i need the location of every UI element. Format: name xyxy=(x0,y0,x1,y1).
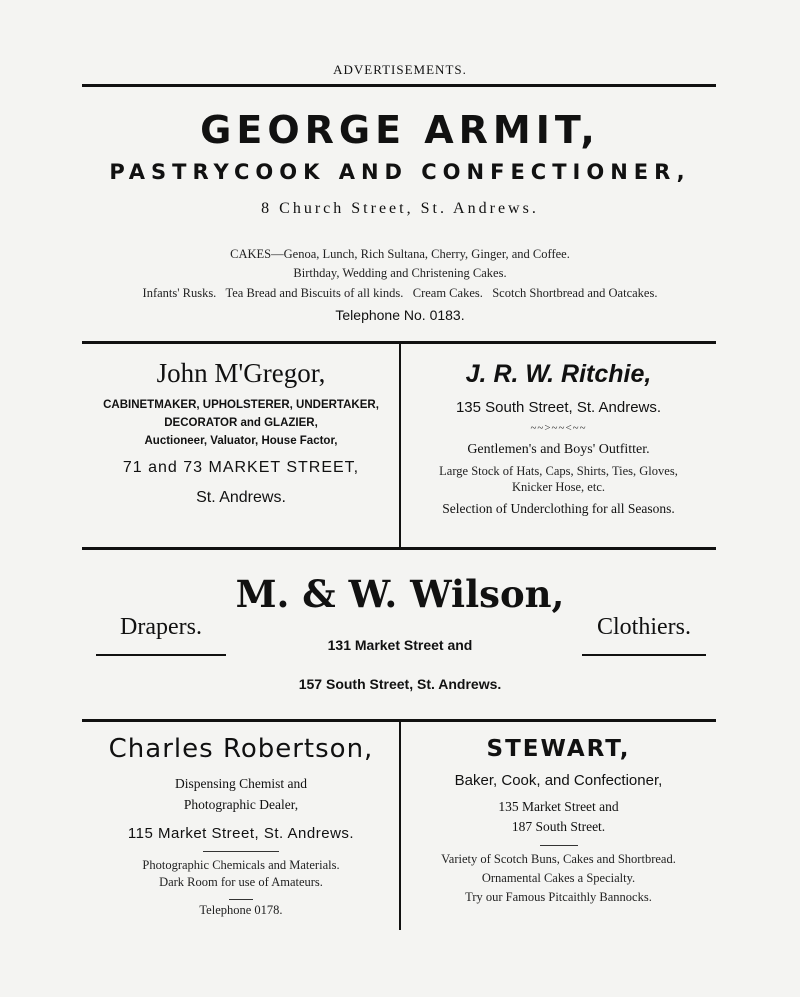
ritchie-line-1: Gentlemen's and Boys' Outfitter. xyxy=(467,442,650,457)
armit-telephone: Telephone No. 0183. xyxy=(335,307,465,323)
ritchie-name: J. R. W. Ritchie, xyxy=(465,360,652,388)
mcgregor-line-3: Auctioneer, Valuator, House Factor, xyxy=(144,435,338,447)
mcgregor-line-2: DECORATOR and GLAZIER, xyxy=(164,417,318,429)
rule-2 xyxy=(82,547,716,550)
armit-line-1: CAKES—Genoa, Lunch, Rich Sultana, Cherry, Ginger, and Coffee. xyxy=(230,247,570,261)
ritchie-address: 135 South Street, St. Andrews. xyxy=(455,399,662,416)
ritchie-advert xyxy=(401,360,716,517)
armit-trade: PASTRYCOOK AND CONFECTIONER, xyxy=(109,160,691,184)
stewart-line-1: Variety of Scotch Buns, Cakes and Shortbread. xyxy=(441,852,676,866)
armit-line-2: Birthday, Wedding and Christening Cakes. xyxy=(293,266,507,280)
mcgregor-town: St. Andrews. xyxy=(196,489,286,506)
mcgregor-address: 71 and 73 MARKET STREET, xyxy=(122,459,360,476)
mcgregor-name: John M'Gregor, xyxy=(156,358,326,388)
mcgregor-advert xyxy=(82,358,400,507)
armit-line-3: Infants' Rusks. Tea Bread and Biscuits of all kinds. Cream Cakes. Scotch Shortbread and Oatcakes. xyxy=(142,286,658,300)
wilson-clothiers: Clothiers. xyxy=(597,614,691,640)
robertson-line-2: Photographic Dealer, xyxy=(183,797,299,812)
robertson-line-3: Photographic Chemicals and Materials. xyxy=(142,858,340,872)
robertson-line-4: Dark Room for use of Amateurs. xyxy=(159,875,323,889)
robertson-rule xyxy=(203,851,279,852)
robertson-rule-2 xyxy=(229,899,253,900)
stewart-line-3: Try our Famous Pitcaithly Bannocks. xyxy=(465,890,652,904)
ritchie-line-4: Selection of Underclothing for all Seasons. xyxy=(442,501,675,516)
stewart-rule xyxy=(540,845,578,846)
stewart-address-2: 187 South Street. xyxy=(511,819,606,834)
wilson-drapers-rule xyxy=(96,654,226,656)
ritchie-ornament: ~~>~~<~~ xyxy=(530,422,587,434)
mcgregor-line-1: CABINETMAKER, UPHOLSTERER, UNDERTAKER, xyxy=(103,399,379,411)
robertson-telephone: Telephone 0178. xyxy=(199,903,283,917)
page-header: ADVERTISEMENTS. xyxy=(333,62,467,77)
stewart-name: STEWART, xyxy=(486,736,631,762)
armit-address: 8 Church Street, St. Andrews. xyxy=(261,200,539,217)
robertson-advert xyxy=(82,734,400,918)
wilson-name: M. & W. Wilson, xyxy=(235,572,565,616)
ritchie-line-3: Knicker Hose, etc. xyxy=(511,480,606,494)
stewart-line-2: Ornamental Cakes a Specialty. xyxy=(481,871,636,885)
ritchie-line-2: Large Stock of Hats, Caps, Shirts, Ties, Gloves, xyxy=(439,464,678,478)
top-rule xyxy=(82,84,716,87)
wilson-clothiers-rule xyxy=(582,654,706,656)
armit-name: GEORGE ARMIT, xyxy=(200,108,600,152)
stewart-trade: Baker, Cook, and Confectioner, xyxy=(454,772,663,789)
robertson-name: Charles Robertson, xyxy=(108,734,374,764)
robertson-line-1: Dispensing Chemist and xyxy=(175,776,307,791)
robertson-address: 115 Market Street, St. Andrews. xyxy=(127,825,355,842)
wilson-drapers: Drapers. xyxy=(120,614,202,640)
wilson-address-1: 131 Market Street and xyxy=(327,637,473,653)
stewart-address-1: 135 Market Street and xyxy=(498,799,619,814)
stewart-advert xyxy=(401,736,716,905)
wilson-address-2: 157 South Street, St. Andrews. xyxy=(298,676,502,692)
